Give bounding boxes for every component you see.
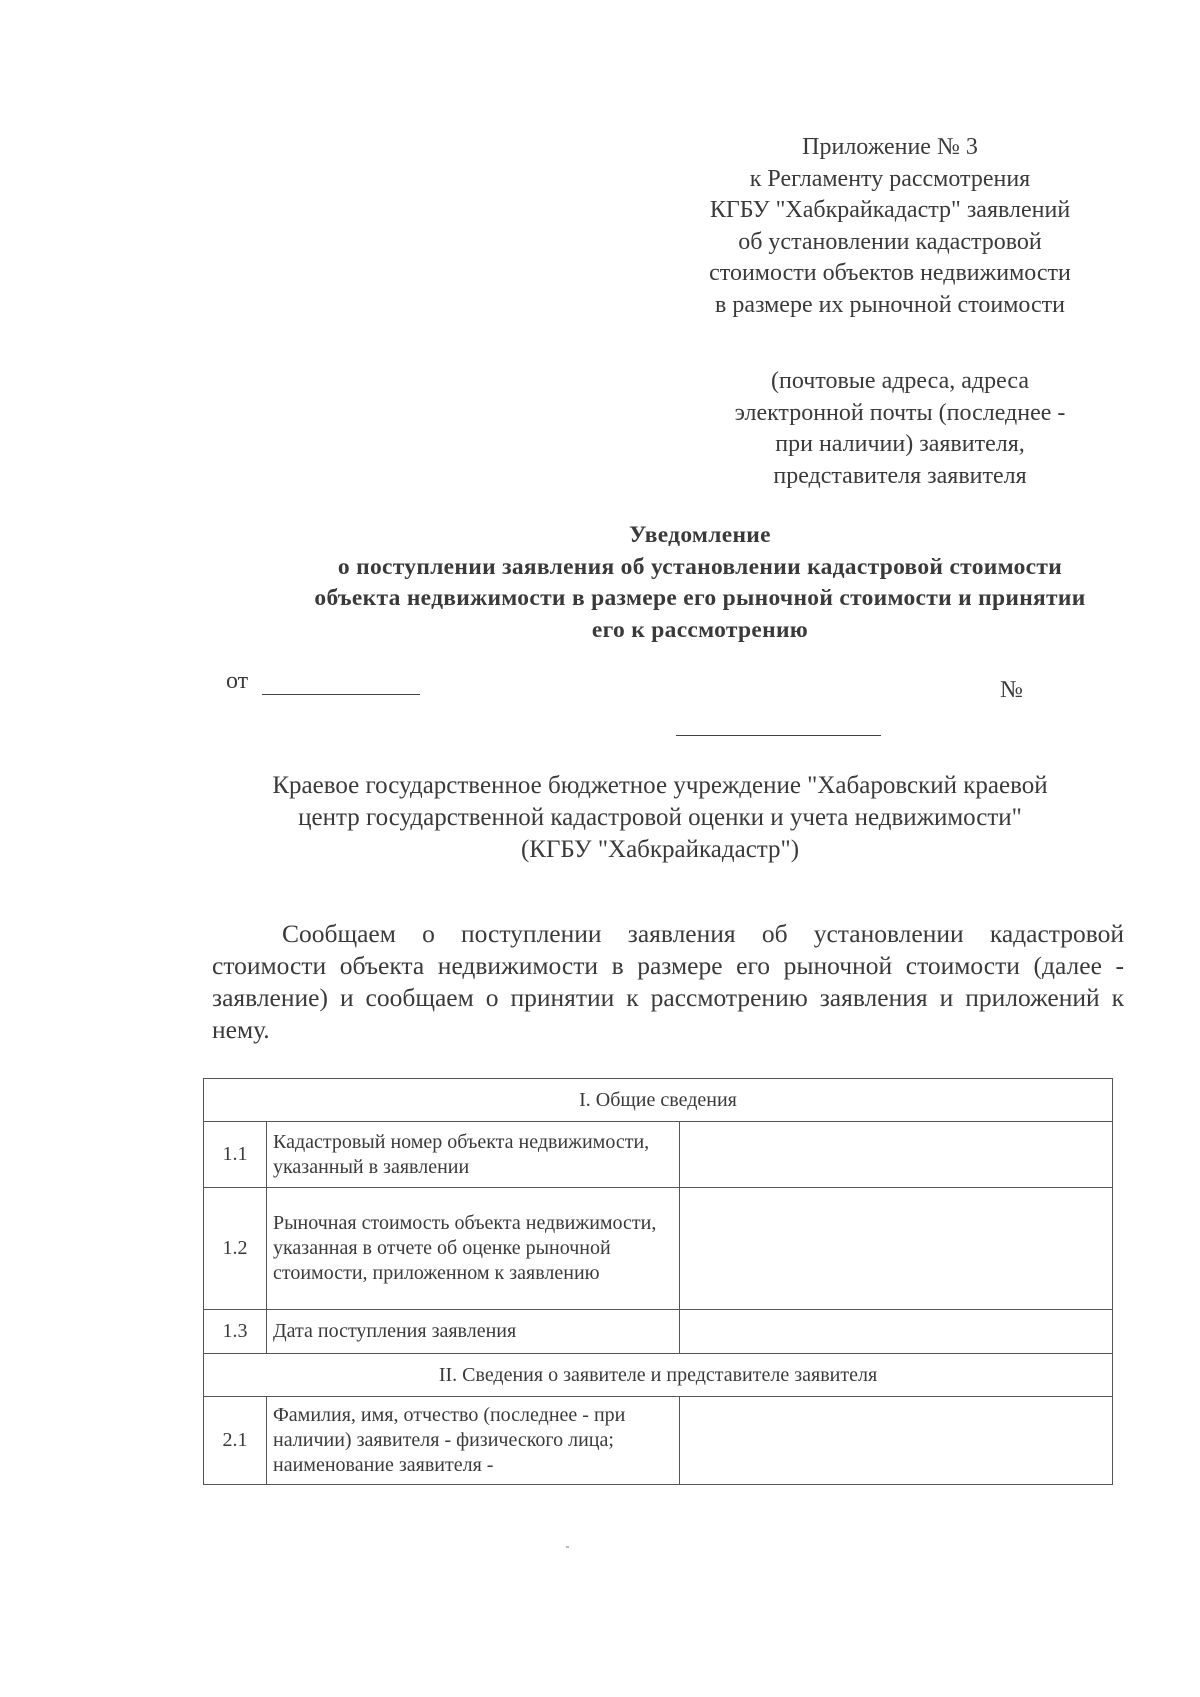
- address-line: электронной почты (последнее -: [734, 399, 1066, 426]
- recipient-addresses: [690, 366, 1110, 492]
- row-label: Рыночная стоимость объекта недвижимости, указанная в отчете об оценке рыночной стоимости, приложенном к заявлению: [267, 1188, 680, 1310]
- appendix-line: к Регламенту рассмотрения: [749, 165, 1031, 192]
- appendix-line: стоимости объектов недвижимости: [709, 260, 1071, 286]
- row-number: 1.1: [204, 1122, 267, 1188]
- row-label: Фамилия, имя, отчество (последнее - при наличии) заявителя - физического лица; наименование заявителя -: [267, 1397, 680, 1485]
- appendix-line: об установлении кадастровой: [738, 228, 1042, 255]
- row-label: Кадастровый номер объекта недвижимости, указанный в заявлении: [267, 1122, 680, 1188]
- organization-line: (КГБУ "Хабкрайкадастр"): [520, 836, 800, 863]
- appendix-line: в размере их рыночной стоимости: [714, 291, 1065, 318]
- notice-title: [200, 520, 1200, 646]
- row-value: [680, 1188, 1113, 1310]
- table-section-row: [204, 1079, 1113, 1122]
- info-table: [203, 1078, 1113, 1485]
- address-line: при наличии) заявителя,: [775, 431, 1025, 457]
- title-line: объекта недвижимости в размере его рыночной стоимости и принятии: [314, 585, 1086, 611]
- row-number: 2.1: [204, 1397, 267, 1485]
- section-header: II. Сведения о заявителе и представителе заявителя: [204, 1354, 1113, 1397]
- row-number: 1.3: [204, 1310, 267, 1354]
- table-section-row: [204, 1354, 1113, 1397]
- organization-line: центр государственной кадастровой оценки и учета недвижимости": [298, 804, 1022, 831]
- address-line: представителя заявителя: [773, 462, 1027, 489]
- number-blank-line: [676, 735, 881, 736]
- title-line: Уведомление: [629, 522, 771, 548]
- appendix-header: [660, 132, 1120, 321]
- row-number: 1.2: [204, 1188, 267, 1310]
- date-from-label: от: [226, 668, 249, 694]
- date-blank-line: [262, 694, 420, 695]
- section-header: I. Общие сведения: [204, 1079, 1113, 1122]
- title-line: о поступлении заявления об установлении кадастровой стоимости: [337, 553, 1063, 580]
- notice-message: Сообщаем о поступлении заявления об установлении кадастровой стоимости объекта недвижимости в размере его рыночной стоимости (далее - заявление) и сообщаем о принятии к рассмотрению заявления и приложений к нему.: [212, 919, 1124, 1044]
- appendix-line: Приложение № 3: [802, 134, 978, 160]
- row-label: Дата поступления заявления: [267, 1310, 680, 1354]
- table-row: [204, 1122, 1113, 1188]
- row-value: [680, 1310, 1113, 1354]
- row-value: [680, 1397, 1113, 1485]
- address-line: (почтовые адреса, адреса: [771, 368, 1029, 394]
- organization-line: Краевое государственное бюджетное учреждение "Хабаровский краевой: [272, 772, 1048, 799]
- row-value: [680, 1122, 1113, 1188]
- number-label: №: [1000, 677, 1023, 703]
- appendix-line: КГБУ "Хабкрайкадастр" заявлений: [709, 197, 1071, 223]
- scan-artifact: [566, 1546, 569, 1548]
- title-line: его к рассмотрению: [591, 616, 809, 643]
- table-row: [204, 1397, 1113, 1485]
- table-row: [204, 1188, 1113, 1310]
- table-row: [204, 1310, 1113, 1354]
- organization-name: [200, 770, 1120, 866]
